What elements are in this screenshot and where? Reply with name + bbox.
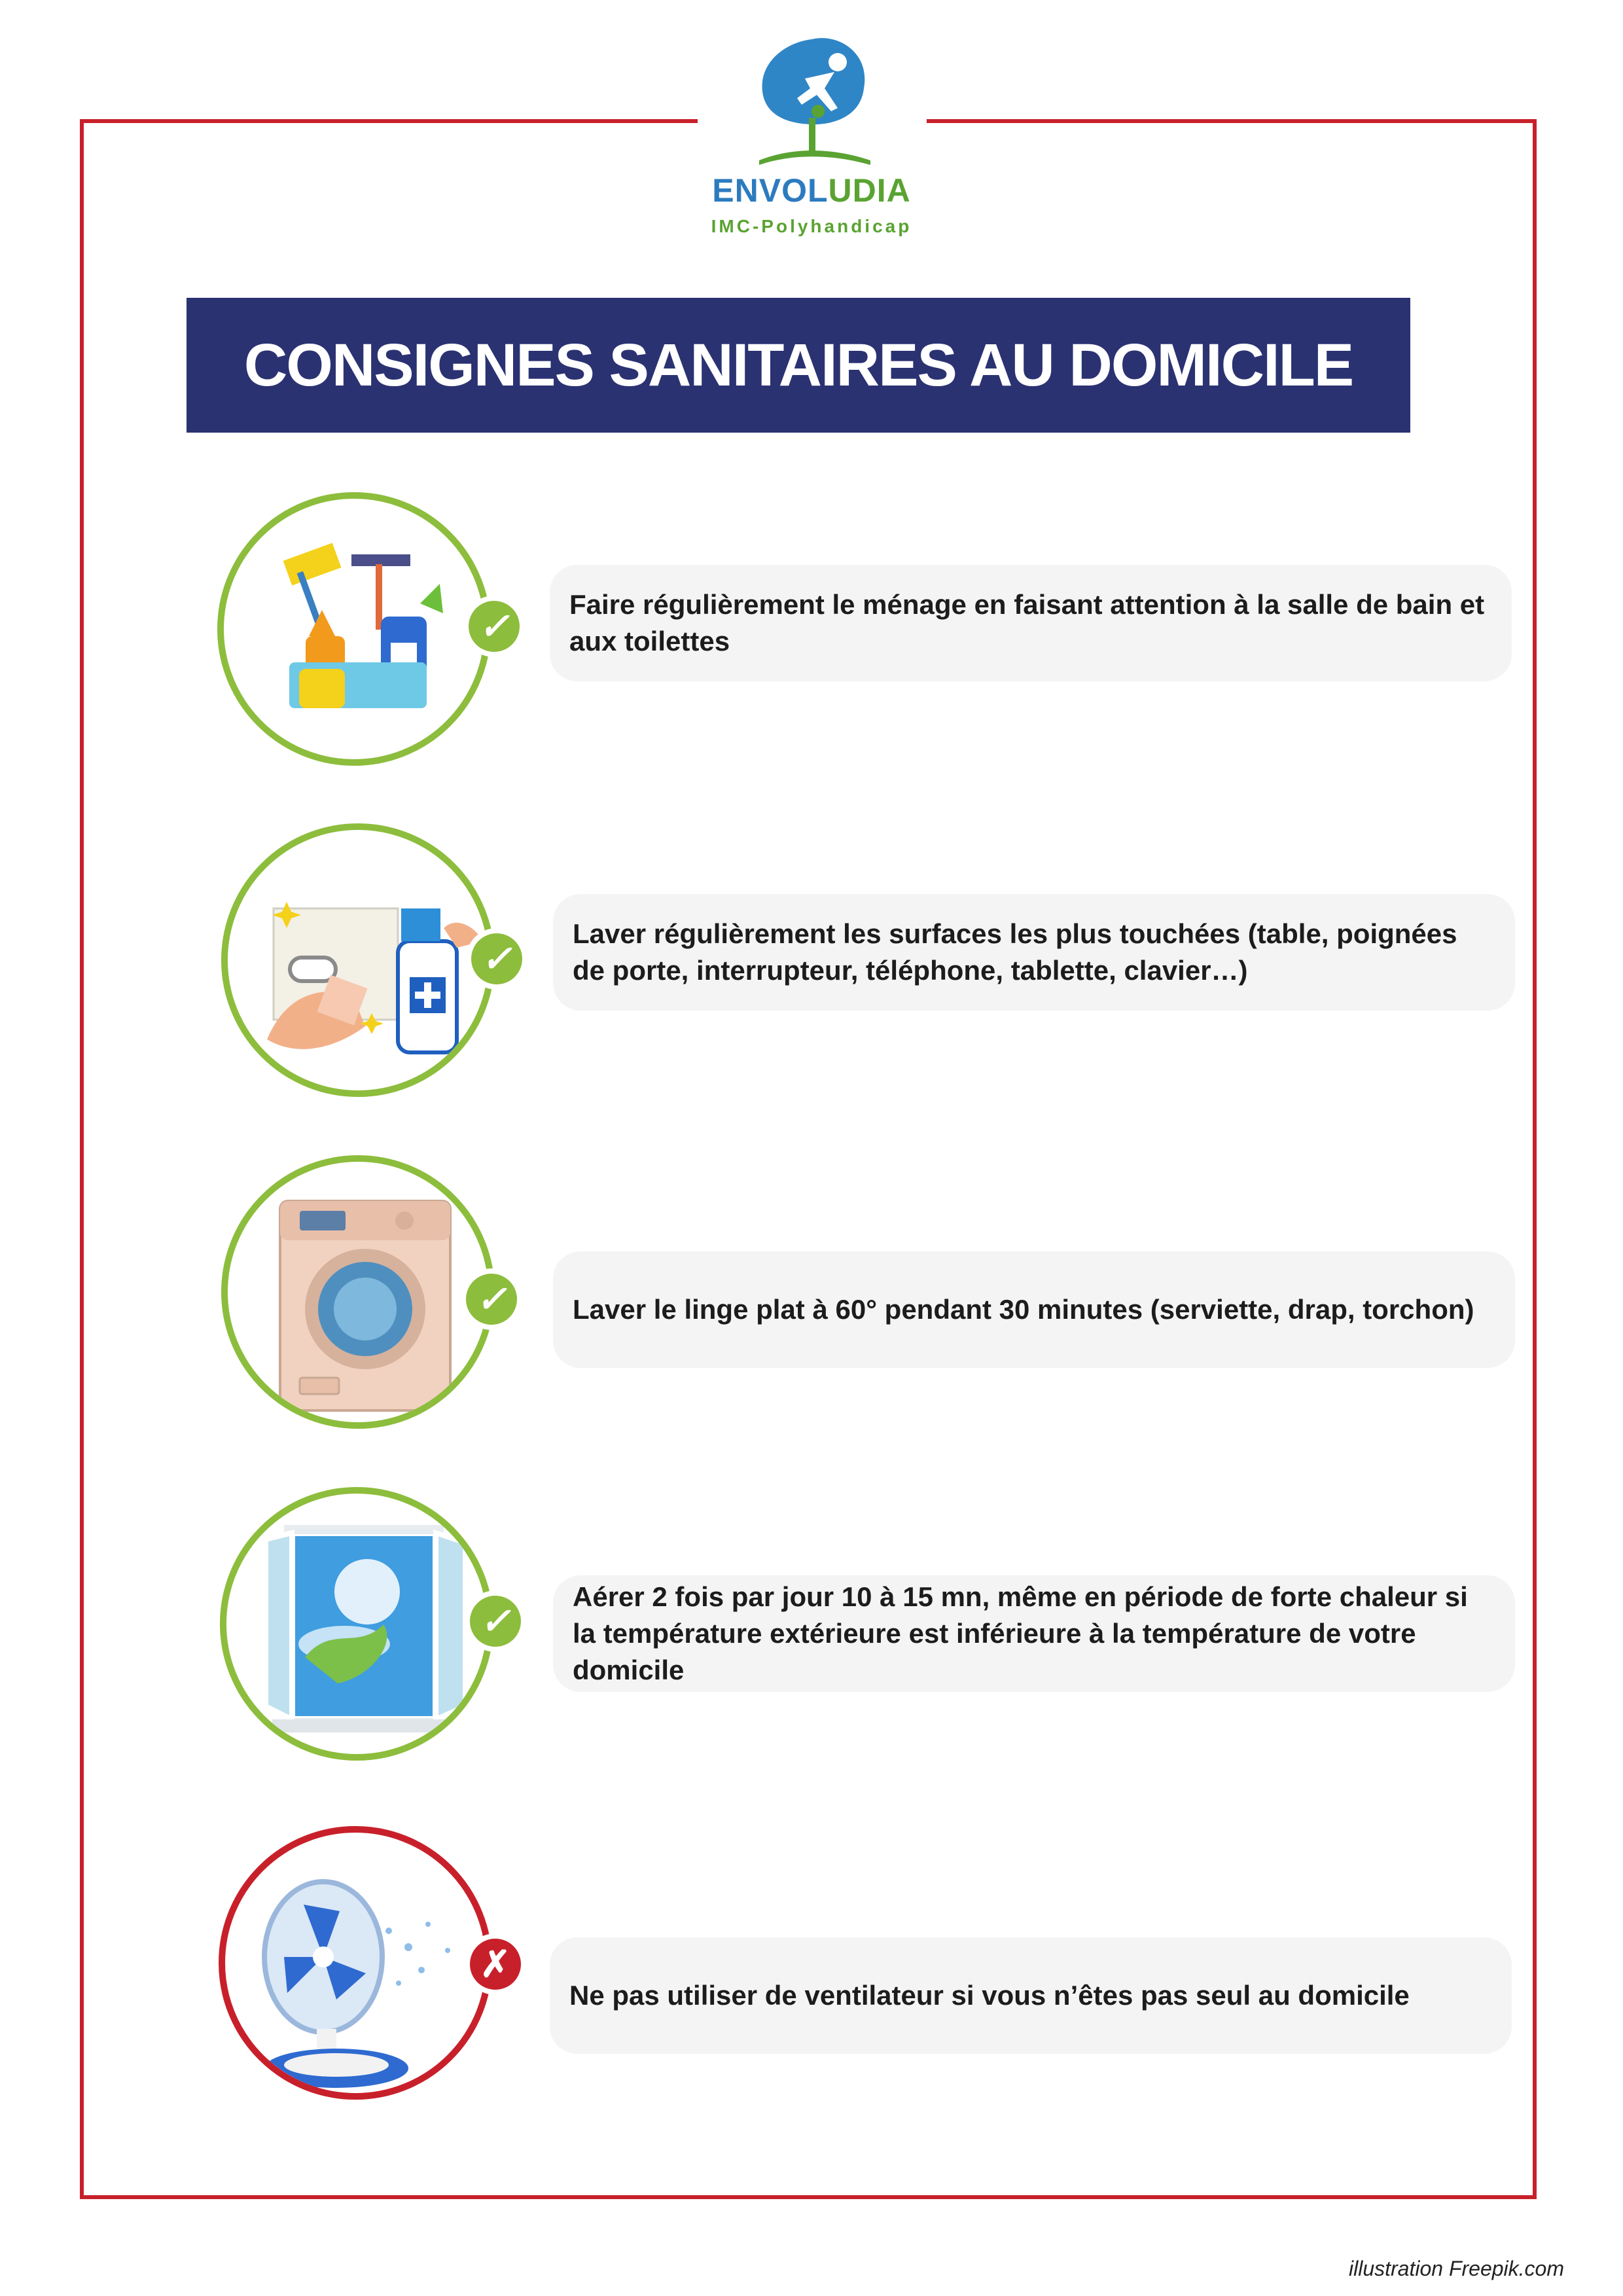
check-badge-icon: ✓ — [466, 928, 527, 990]
instruction-text-4: Aérer 2 fois par jour 10 à 15 mn, même en période de forte chaleur si la température extérieure est inférieure à la température de votre domicile — [573, 1581, 1468, 1685]
fan-icon — [219, 1826, 492, 2100]
instruction-box-3 — [553, 1251, 1515, 1368]
illustration-credit: illustration Freepik.com — [1349, 2257, 1564, 2280]
check-badge-icon: ✓ — [461, 1268, 522, 1330]
washing-machine-icon — [221, 1155, 495, 1429]
logo-name: ENVOLUDIA — [712, 172, 911, 209]
instruction-box-4 — [553, 1575, 1515, 1692]
cross-badge-icon: ✗ — [465, 1933, 526, 1995]
page-title: CONSIGNES SANITAIRES AU DOMICILE — [243, 331, 1353, 399]
instruction-text-5: Ne pas utiliser de ventilateur si vous n’êtes pas seul au domicile — [569, 1980, 1410, 2011]
disinfect-surface-icon — [221, 823, 495, 1097]
check-badge-icon: ✓ — [465, 1590, 526, 1652]
instruction-box-2 — [553, 894, 1515, 1011]
logo — [700, 26, 923, 236]
title-banner — [187, 298, 1410, 433]
cleaning-supplies-icon — [217, 492, 491, 766]
instruction-box-1 — [550, 565, 1512, 681]
check-badge-icon: ✓ — [463, 596, 525, 657]
instruction-text-1: Faire régulièrement le ménage en faisant attention à la salle de bain et aux toilettes — [569, 589, 1485, 656]
instruction-box-5 — [550, 1937, 1512, 2054]
open-window-icon — [220, 1487, 493, 1761]
logo-tree-icon — [740, 26, 883, 170]
instruction-text-3: Laver le linge plat à 60° pendant 30 minutes (serviette, drap, torchon) — [573, 1294, 1474, 1325]
logo-subtitle: IMC-Polyhandicap — [711, 216, 912, 236]
instruction-text-2: Laver régulièrement les surfaces les plus touchées (table, poignées de porte, interrupteur, téléphone, tablette, clavier…) — [573, 918, 1457, 986]
